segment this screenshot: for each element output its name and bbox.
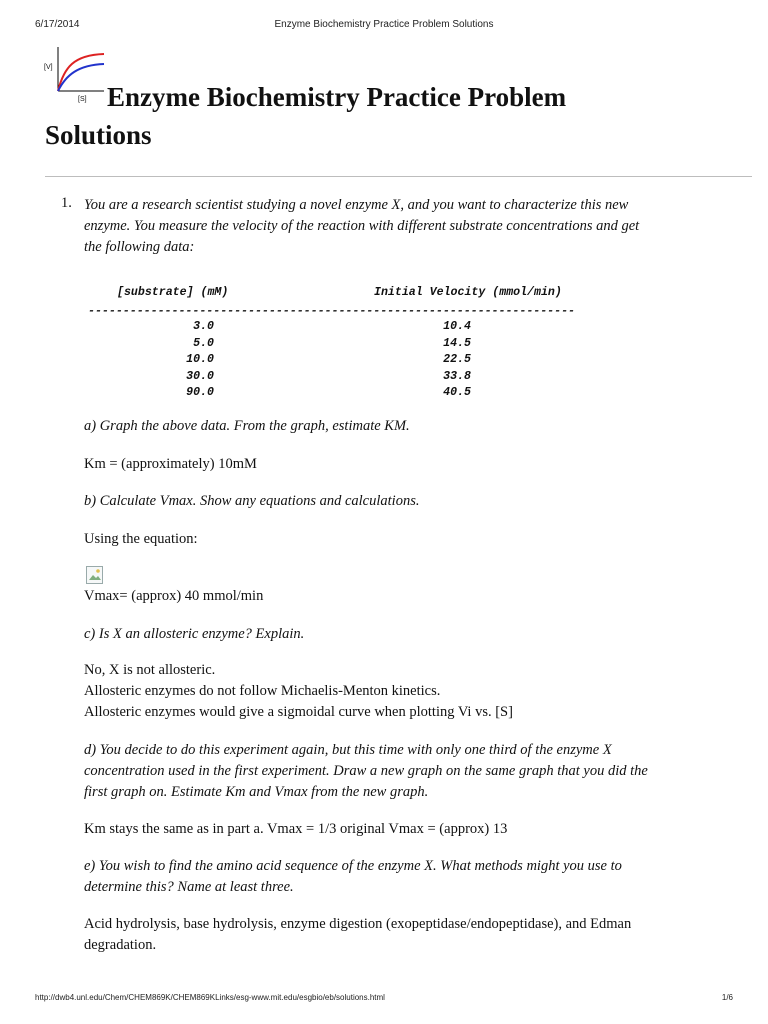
question-line: concentration used in the first experiment. Draw a new graph on the same graph that you did the [84,763,648,779]
answer-line: Acid hydrolysis, base hydrolysis, enzyme digestion (exopeptidase/endopeptidase), and Edman [84,916,632,932]
answer-line: degradation. [84,937,157,953]
question-intro [84,195,724,258]
logo-y-label: [V] [44,64,53,71]
answer-line: No, X is not allosteric. [84,662,216,678]
substrate-cell: 30.0 [186,369,214,383]
substrate-cell: 3.0 [193,320,214,333]
part-a-answer: Km = (approximately) 10mM [84,456,257,472]
broken-image-sun [96,569,100,573]
page-number: 1/6 [721,993,733,1002]
part-d-question [84,740,724,803]
intro-line: You are a research scientist studying a novel enzyme X, and you want to characterize this new [84,197,629,213]
part-e-answer [84,914,724,956]
table-row [88,353,648,369]
substrate-cell: 10.0 [186,353,214,366]
broken-image-glyph [87,567,102,583]
horizontal-rule [45,176,752,177]
substrate-cell: 5.0 [193,336,214,350]
part-b-question: b) Calculate Vmax. Show any equations and calculations. [84,493,420,509]
part-a-question: a) Graph the above data. From the graph, estimate KM. [84,418,410,434]
print-header [35,19,733,33]
page-title-line1: Enzyme Biochemistry Practice Problem [107,82,567,112]
table-row [88,320,648,336]
question-line: d) You decide to do this experiment again, but this time with only one third of the enzyme X [84,742,612,758]
part-b-lead: Using the equation: [84,531,198,547]
table-row [88,370,648,386]
broken-image-icon [86,566,103,584]
print-title: Enzyme Biochemistry Practice Problem Solutions [274,19,494,30]
question-line: e) You wish to find the amino acid sequence of the enzyme X. What methods might you use to [84,858,622,874]
velocity-cell: 14.5 [443,336,471,350]
col-header-substrate: [substrate] (mM) [117,286,229,299]
source-url: http://dwb4.unl.edu/Chem/CHEM869K/CHEM869KLinks/esg-www.mit.edu/esgbio/eb/solutions.html [35,993,385,1002]
part-d-answer: Km stays the same as in part a. Vmax = 1/3 original Vmax = (approx) 13 [84,821,508,837]
answer-line: Allosteric enzymes do not follow Michaelis-Menton kinetics. [84,683,441,699]
velocity-cell: 40.5 [443,386,471,399]
part-c-answer [84,660,724,723]
broken-image-hill [89,575,101,580]
intro-line: enzyme. You measure the velocity of the reaction with different substrate concentrations and get [84,218,640,234]
velocity-cell: 10.4 [443,320,471,333]
print-footer [35,993,733,1007]
logo-x-label: [S] [78,96,87,103]
part-e-question [84,856,724,898]
velocity-cell: 22.5 [443,353,471,366]
print-date: 6/17/2014 [35,19,80,30]
part-c-question: c) Is X an allosteric enzyme? Explain. [84,626,305,642]
table-row [88,337,648,353]
velocity-cell: 33.8 [443,369,471,383]
table-row [88,386,648,402]
question-line: determine this? Name at least three. [84,879,294,895]
substrate-cell: 90.0 [186,386,214,399]
part-b-answer: Vmax= (approx) 40 mmol/min [84,588,264,604]
question-number: 1. [61,195,72,211]
col-header-velocity: Initial Velocity (mmol/min) [374,286,562,299]
question-line: first graph on. Estimate Km and Vmax from the new graph. [84,784,429,800]
answer-line: Allosteric enzymes would give a sigmoidal curve when plotting Vi vs. [S] [84,704,513,720]
page-title-line2: Solutions [45,120,152,150]
table-separator: ---------------------------------------------------------------------- [88,305,576,318]
page-title [45,78,735,154]
intro-line: the following data: [84,239,195,255]
